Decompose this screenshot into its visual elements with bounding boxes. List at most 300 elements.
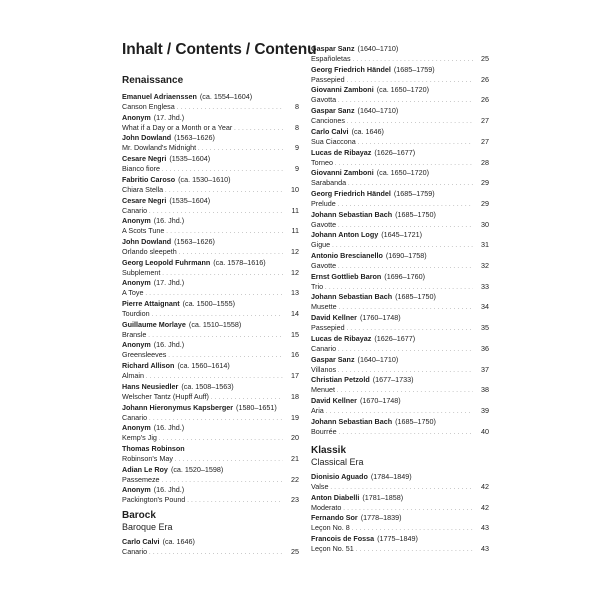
entry-piece-line (311, 137, 489, 147)
composer-dates: (1696–1760) (384, 271, 426, 281)
piece-title: Tourdion (122, 309, 150, 318)
dot-leader (152, 309, 283, 319)
toc-entry (122, 485, 299, 505)
piece-title: Mr. Dowland's Midnight (122, 143, 197, 153)
dot-leader (338, 220, 473, 230)
entry-composer-line (311, 513, 489, 523)
entry-composer-line (311, 251, 489, 261)
entry-composer-line (122, 361, 299, 371)
entry-composer-line (122, 465, 299, 475)
piece-title: Almain (122, 371, 144, 381)
page-number: 11 (291, 226, 299, 236)
piece-title: Canario (122, 412, 148, 422)
page-number: 11 (291, 205, 299, 215)
entry-piece-line (311, 220, 489, 230)
toc-entry (311, 85, 489, 105)
composer-dates: (1535–1604) (169, 195, 211, 205)
section-heading-barock: Barock (122, 510, 156, 521)
composer-name: Carlo Calvi (122, 537, 160, 546)
page-number: 10 (291, 184, 299, 194)
page-number: 31 (481, 240, 489, 250)
composer-dates: (ca. 1650–1720) (376, 168, 430, 178)
page-number: 32 (481, 261, 489, 270)
composer-dates: (ca. 1554–1604) (199, 92, 253, 101)
entry-composer-line (122, 92, 299, 102)
entry-composer-line (122, 237, 299, 247)
dot-leader (338, 365, 473, 375)
composer-dates: (ca. 1578–1616) (213, 257, 266, 267)
dot-leader (145, 288, 283, 298)
composer-name: Johann Anton Logy (311, 230, 379, 240)
toc-entry (122, 361, 299, 381)
page-number: 8 (295, 102, 299, 111)
dot-leader (148, 330, 283, 340)
page-number: 28 (481, 157, 489, 167)
toc-entry (122, 444, 299, 464)
piece-title: Sarabanda (311, 178, 347, 188)
entry-composer-line (311, 334, 489, 344)
entry-composer-line (311, 292, 489, 302)
composer-name: David Kellner (311, 395, 357, 405)
composer-name: Gaspar Sanz (311, 44, 355, 53)
entry-composer-line (122, 320, 299, 330)
piece-title: Canciones (311, 116, 345, 126)
composer-dates: (ca. 1646) (162, 537, 195, 546)
piece-title: Passemeze (122, 474, 160, 484)
page-number: 43 (481, 523, 489, 533)
dot-leader (356, 544, 473, 554)
dot-leader (352, 523, 473, 533)
entry-piece-line (122, 164, 299, 174)
entry-piece-line (122, 309, 299, 319)
page-number: 42 (481, 502, 489, 512)
composer-name: Gaspar Sanz (311, 354, 355, 364)
page-number: 19 (291, 412, 299, 422)
composer-dates: (1685–1750) (395, 416, 436, 426)
section-heading-renaissance: Renaissance (122, 75, 184, 86)
composer-name: Giovanni Zamboni (311, 168, 374, 178)
entry-composer-line (311, 189, 489, 199)
dot-leader (149, 413, 283, 423)
piece-title: Gavotta (311, 95, 337, 105)
dot-leader (347, 75, 473, 85)
composer-dates: (16. Jhd.) (153, 423, 185, 433)
entry-piece-line (122, 433, 299, 443)
entry-piece-line (122, 247, 299, 257)
composer-name: Anonym (122, 340, 151, 350)
composer-name: Anton Diabelli (311, 492, 360, 502)
entry-composer-line (311, 396, 489, 406)
toc-entry (311, 375, 489, 395)
piece-title: Bransle (122, 329, 147, 339)
toc-entry (122, 258, 299, 278)
piece-title: Robinson's May (122, 453, 173, 463)
page-number: 29 (481, 198, 489, 208)
piece-title: Orlando sleepeth (122, 246, 177, 256)
composer-dates: (ca. 1508–1563) (181, 381, 234, 391)
dot-leader (162, 475, 283, 485)
composer-dates: (ca. 1500–1555) (182, 299, 236, 308)
entry-piece-line (311, 282, 489, 292)
entry-piece-line (311, 482, 489, 492)
toc-entry (122, 382, 299, 402)
piece-title: Chiara Stella (122, 184, 164, 194)
entry-piece-line (311, 240, 489, 250)
page-number: 12 (291, 246, 299, 256)
page-title: Inhalt / Contents / Contenu (122, 41, 317, 58)
page-number: 13 (291, 288, 299, 298)
entry-composer-line (311, 148, 489, 158)
piece-title: Prelude (311, 198, 336, 208)
composer-name: Thomas Robinson (122, 443, 185, 453)
dot-leader (338, 344, 473, 354)
entry-piece-line (122, 288, 299, 298)
section-subheading-baroque-era: Baroque Era (122, 522, 173, 532)
page-number: 37 (481, 364, 489, 374)
page-number: 21 (291, 453, 299, 463)
composer-name: Fabritio Caroso (122, 174, 176, 184)
entry-composer-line (122, 382, 299, 392)
composer-dates: (1640–1710) (357, 44, 399, 53)
toc-entry (311, 189, 489, 209)
entry-piece-line (122, 413, 299, 423)
piece-title: Packington's Pound (122, 495, 186, 505)
entry-piece-line (311, 323, 489, 333)
entry-piece-line (122, 495, 299, 505)
composer-dates: (1685–1750) (395, 209, 436, 219)
composer-name: Johann Sebastian Bach (311, 292, 393, 302)
piece-title: Greensleeves (122, 350, 167, 360)
entry-composer-line (311, 313, 489, 323)
page-number: 35 (481, 323, 489, 333)
composer-name: Anonym (122, 485, 151, 495)
page-number: 25 (481, 54, 489, 63)
dot-leader (339, 302, 473, 312)
dot-leader (353, 54, 473, 64)
entry-piece-line (122, 350, 299, 360)
toc-entry (311, 106, 489, 126)
dot-leader (358, 137, 473, 147)
entry-piece-line (122, 185, 299, 195)
entry-piece-line (122, 206, 299, 216)
entry-piece-line (311, 344, 489, 354)
entry-piece-line (122, 454, 299, 464)
composer-dates: (1781–1858) (362, 492, 404, 502)
toc-entry (122, 465, 299, 485)
piece-title: Leçon No. 8 (311, 523, 350, 533)
composer-name: Pierre Attaignant (122, 299, 180, 308)
page-number: 27 (481, 136, 489, 146)
toc-entry (122, 278, 299, 298)
entry-composer-line (311, 106, 489, 116)
piece-title: Kemp's Jig (122, 433, 157, 443)
entry-piece-line (311, 523, 489, 533)
dot-leader (165, 185, 283, 195)
entry-composer-line (311, 272, 489, 282)
dot-leader (159, 433, 283, 443)
composer-name: Antonio Brescianello (311, 251, 383, 260)
toc-entry (311, 334, 489, 354)
toc-entry (311, 168, 489, 188)
piece-title: Canario (122, 547, 148, 556)
page-number: 40 (481, 426, 489, 436)
entry-piece-line (311, 178, 489, 188)
page-number: 16 (291, 350, 299, 360)
entry-composer-line (122, 537, 299, 547)
composer-dates: (1677–1733) (372, 375, 414, 385)
piece-title: Welscher Tantz (Hupff Auff) (122, 391, 209, 401)
entry-composer-line (311, 168, 489, 178)
composer-dates: (1670–1748) (359, 395, 401, 405)
page-number: 12 (291, 267, 299, 277)
piece-title: Leçon No. 51 (311, 544, 354, 554)
composer-dates: (1685–1759) (393, 64, 435, 74)
entry-piece-line (311, 199, 489, 209)
composer-dates: (1626–1677) (374, 333, 416, 343)
toc-entry (311, 513, 489, 533)
toc-entry (122, 154, 299, 174)
entry-piece-line (311, 544, 489, 554)
entry-composer-line (311, 375, 489, 385)
composer-dates: (1778–1839) (360, 513, 402, 523)
composer-dates: (1784–1849) (370, 472, 412, 481)
toc-entry (122, 113, 299, 133)
composer-name: Georg Friedrich Händel (311, 64, 391, 74)
piece-title: Subplement (122, 267, 161, 277)
page-number: 20 (291, 433, 299, 443)
dot-leader (338, 199, 473, 209)
composer-name: Emanuel Adriaenssen (122, 92, 197, 101)
toc-entry (311, 127, 489, 147)
piece-title: A Toye (122, 288, 144, 298)
dot-leader (347, 323, 473, 333)
entry-piece-line (311, 75, 489, 85)
composer-dates: (ca. 1520–1598) (170, 464, 224, 474)
entry-piece-line (311, 261, 489, 271)
entry-composer-line (311, 127, 489, 137)
page-number: 36 (481, 343, 489, 353)
piece-title: Canario (311, 343, 337, 353)
dot-leader (335, 158, 473, 168)
entry-composer-line (122, 340, 299, 350)
piece-title: Passepied (311, 74, 345, 84)
composer-name: Johann Hieronymus Kapsberger (122, 402, 234, 412)
toc-entry (122, 423, 299, 443)
composer-name: Carlo Calvi (311, 126, 349, 136)
entry-piece-line (311, 116, 489, 126)
page-number: 33 (481, 281, 489, 291)
entry-piece-line (122, 102, 299, 112)
entry-composer-line (122, 133, 299, 143)
composer-dates: (1775–1849) (377, 534, 418, 544)
entry-composer-line (311, 534, 489, 544)
piece-title: Canson Englesa (122, 102, 175, 111)
page-number: 14 (291, 309, 299, 318)
composer-name: Anonym (122, 423, 151, 433)
toc-entry (122, 133, 299, 153)
piece-title: Sua Ciaccona (311, 136, 356, 146)
dot-leader (326, 406, 473, 416)
entry-composer-line (122, 403, 299, 413)
dot-leader (339, 427, 473, 437)
page-number: 8 (295, 122, 299, 132)
toc-entry (311, 251, 489, 271)
composer-name: John Dowland (122, 133, 172, 143)
piece-title: What if a Day or a Month or a Year (122, 122, 233, 132)
page-number: 15 (291, 329, 299, 339)
entry-composer-line (122, 113, 299, 123)
page-number: 17 (291, 371, 299, 381)
dot-leader (347, 116, 473, 126)
entry-piece-line (122, 268, 299, 278)
toc-entry (122, 320, 299, 340)
page-number: 27 (481, 116, 489, 126)
composer-dates: (16. Jhd.) (153, 216, 185, 226)
toc-entry (311, 44, 489, 64)
composer-name: Georg Leopold Fuhrmann (122, 257, 211, 267)
composer-name: Francois de Fossa (311, 534, 375, 544)
composer-dates: (ca. 1646) (351, 126, 384, 136)
toc-entry (311, 272, 489, 292)
page-number: 22 (291, 474, 299, 484)
dot-leader (162, 164, 283, 174)
dot-leader (175, 454, 283, 464)
entry-piece-line (122, 392, 299, 402)
page-number: 29 (481, 178, 489, 188)
composer-name: Hans Neusiedler (122, 381, 179, 391)
composer-dates: (ca. 1510–1558) (188, 319, 242, 329)
composer-name: Johann Sebastian Bach (311, 209, 393, 219)
entry-piece-line (311, 503, 489, 513)
dot-leader (187, 495, 283, 505)
dot-leader (234, 123, 283, 133)
composer-dates: (ca. 1560–1614) (177, 361, 230, 371)
piece-title: Musette (311, 302, 337, 312)
entry-piece-line (311, 95, 489, 105)
composer-name: Georg Friedrich Händel (311, 188, 391, 198)
entry-piece-line (122, 226, 299, 236)
entry-piece-line (311, 406, 489, 416)
composer-name: Gaspar Sanz (311, 106, 355, 116)
entry-composer-line (311, 65, 489, 75)
composer-name: Guillaume Morlaye (122, 319, 186, 329)
toc-entry (311, 396, 489, 416)
entry-composer-line (311, 417, 489, 427)
dot-leader (348, 178, 473, 188)
entry-piece-line (122, 123, 299, 133)
dot-leader (198, 143, 283, 153)
entry-composer-line (311, 493, 489, 503)
composer-dates: (1760–1748) (359, 313, 401, 323)
composer-name: Fernando Sor (311, 513, 358, 523)
entry-composer-line (311, 85, 489, 95)
dot-leader (325, 282, 473, 292)
toc-entry (311, 292, 489, 312)
composer-dates: (1645–1721) (381, 230, 422, 240)
entry-composer-line (122, 258, 299, 268)
entry-composer-line (122, 278, 299, 288)
composer-dates: (1535–1604) (169, 154, 211, 164)
toc-entry (311, 230, 489, 250)
composer-name: Adian Le Roy (122, 464, 168, 474)
composer-name: Christian Petzold (311, 375, 370, 385)
composer-name: Cesare Negri (122, 195, 167, 205)
entry-piece-line (311, 385, 489, 395)
piece-title: Bourrée (311, 426, 337, 436)
page-number: 42 (481, 482, 489, 491)
entry-composer-line (122, 485, 299, 495)
toc-entry (311, 148, 489, 168)
entry-composer-line (122, 423, 299, 433)
page-number: 18 (291, 391, 299, 401)
composer-dates: (1685–1750) (395, 292, 436, 302)
composer-name: Lucas de Ribayaz (311, 147, 372, 157)
toc-entry (311, 417, 489, 437)
entry-composer-line (311, 472, 489, 482)
composer-dates: (1626–1677) (374, 147, 416, 157)
piece-title: Bianco fiore (122, 164, 160, 174)
composer-dates: (16. Jhd.) (153, 340, 185, 350)
composer-name: Richard Allison (122, 361, 175, 371)
dot-leader (146, 371, 283, 381)
piece-title: Passepied (311, 323, 345, 333)
composer-dates: (1685–1759) (393, 188, 435, 198)
toc-entry (311, 355, 489, 375)
toc-entry (122, 403, 299, 423)
composer-name: David Kellner (311, 313, 357, 323)
composer-dates: (1640–1710) (357, 354, 399, 364)
entry-piece-line (122, 371, 299, 381)
page-number: 34 (481, 302, 489, 312)
dot-leader (337, 385, 473, 395)
piece-title: Menuet (311, 385, 335, 395)
entry-composer-line (122, 216, 299, 226)
composer-dates: (ca. 1530–1610) (178, 174, 231, 184)
piece-title: Canario (122, 205, 148, 215)
dot-leader (179, 247, 283, 257)
toc-entry (122, 216, 299, 236)
composer-name: Ernst Gottlieb Baron (311, 271, 382, 281)
piece-title: Gavotte (311, 261, 337, 270)
section-heading-klassik: Klassik (311, 445, 347, 456)
composer-dates: (1690–1758) (385, 251, 427, 260)
toc-entry (311, 313, 489, 333)
dot-leader (338, 95, 473, 105)
page-number: 26 (481, 74, 489, 84)
section-subheading-classical-era: Classical Era (311, 457, 364, 467)
entry-piece-line (311, 427, 489, 437)
entry-piece-line (311, 302, 489, 312)
composer-dates: (ca. 1650–1720) (376, 85, 430, 95)
toc-entry (311, 472, 489, 492)
composer-name: Anonym (122, 216, 151, 226)
dot-leader (149, 547, 283, 557)
entry-piece-line (122, 547, 299, 557)
entry-composer-line (122, 154, 299, 164)
entry-piece-line (311, 365, 489, 375)
entry-composer-line (122, 444, 299, 454)
page-number: 30 (481, 219, 489, 229)
page-number: 9 (295, 164, 299, 174)
page-number: 25 (291, 547, 299, 556)
toc-entry (122, 537, 299, 557)
piece-title: Gavotte (311, 219, 337, 229)
dot-leader (338, 261, 473, 271)
piece-title: Españoletas (311, 54, 351, 63)
dot-leader (162, 268, 283, 278)
piece-title: Gigue (311, 240, 331, 250)
dot-leader (332, 240, 473, 250)
